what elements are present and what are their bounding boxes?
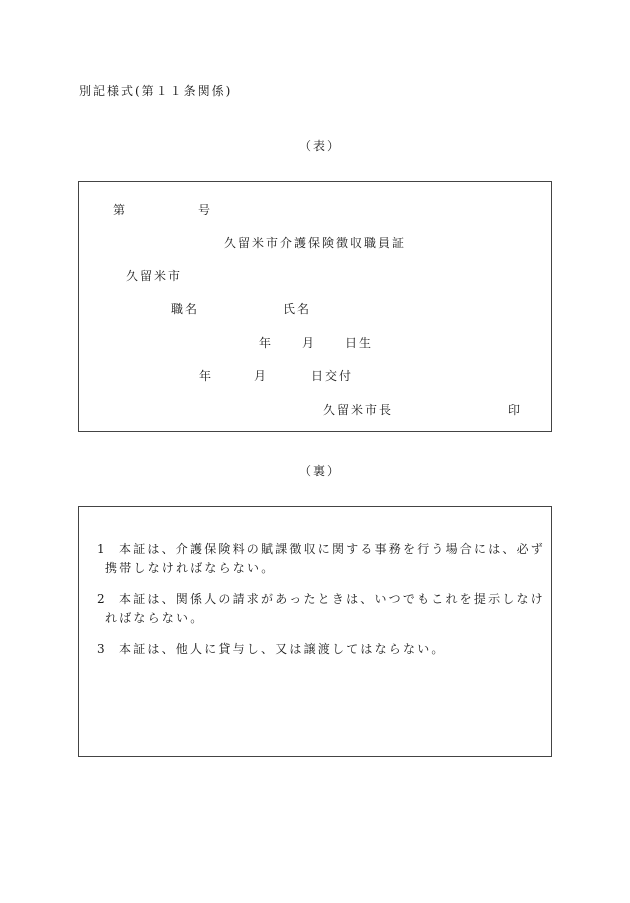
birth-day-label: 日生 <box>345 336 374 350</box>
issue-day-label: 日交付 <box>311 369 354 383</box>
issue-month-label: 月 <box>254 369 269 383</box>
note-continuation: ればならない。 <box>105 611 205 625</box>
birth-month-label: 月 <box>302 336 317 350</box>
back-side-label: （裏） <box>299 464 342 478</box>
issue-year-label: 年 <box>199 369 214 383</box>
job-title-label: 職名 <box>171 302 200 316</box>
note-item <box>97 590 557 628</box>
note-text: 本証は、関係人の請求があったときは、いつでもこれを提示しなけ <box>119 592 545 606</box>
birth-year-label: 年 <box>259 336 274 350</box>
note-number: 2 <box>97 592 107 606</box>
front-card <box>78 181 552 432</box>
number-prefix: 第 <box>113 203 128 217</box>
number-suffix: 号 <box>198 203 213 217</box>
name-label: 氏名 <box>283 302 312 316</box>
note-text: 本証は、他人に貸与し、又は譲渡してはならない。 <box>119 642 446 656</box>
front-side-label: （表） <box>299 139 342 153</box>
note-number: 3 <box>97 642 107 656</box>
mayor-label: 久留米市長 <box>323 403 394 417</box>
card-title: 久留米市介護保険徴収職員証 <box>224 236 407 250</box>
note-continuation: 携帯しなければならない。 <box>105 561 276 575</box>
form-heading: 別記様式(第１１条関係) <box>79 84 233 98</box>
seal-mark: 印 <box>508 403 523 417</box>
issuer-city: 久留米市 <box>126 269 183 283</box>
note-item <box>97 640 557 659</box>
note-item <box>97 540 557 578</box>
note-number: 1 <box>97 542 107 556</box>
note-text: 本証は、介護保険料の賦課徴収に関する事務を行う場合には、必ず <box>119 542 546 556</box>
